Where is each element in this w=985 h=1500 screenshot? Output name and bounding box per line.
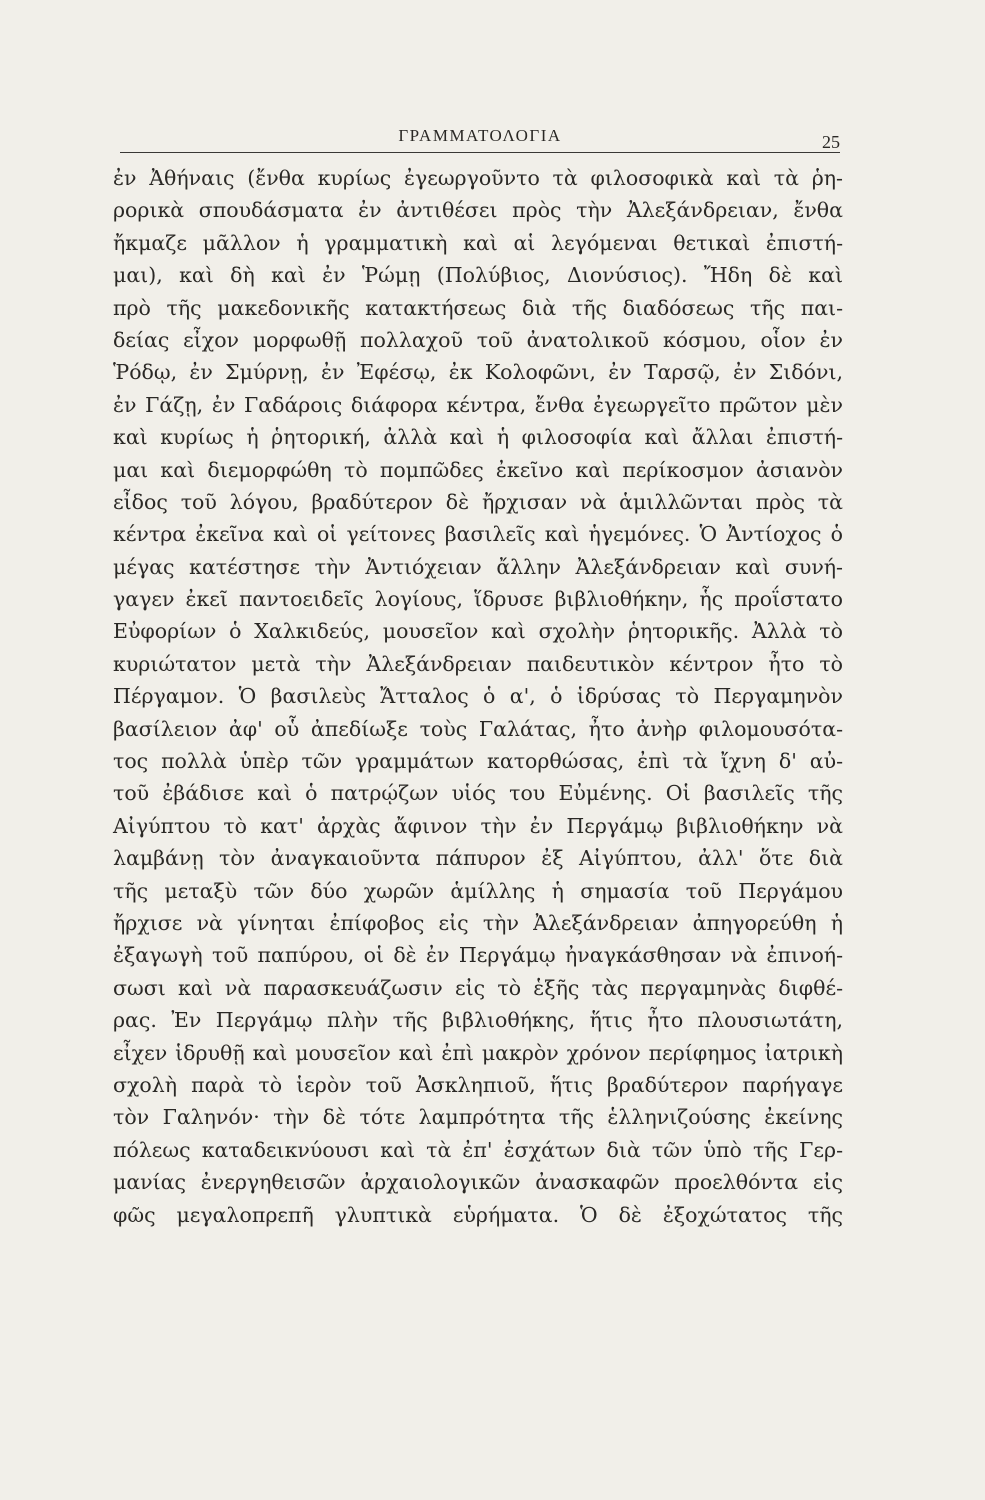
text-line: Ῥόδῳ, ἐν Σμύρνῃ, ἐν Ἐφέσῳ, ἐκ Κολοφῶνι, ἐν Ταρσῷ, ἐν Σιδόνι, [113,360,843,385]
text-line: κυριώτατον μετὰ τὴν Ἀλεξάνδρειαν παιδευτικὸν κέντρον ἦτο τὸ [113,651,843,676]
text-line: πόλεως καταδεικνύουσι καὶ τὰ ἐπ' ἐσχάτων διὰ τῶν ὑπὸ τῆς Γερ- [113,1137,843,1162]
text-line: ρας. Ἐν Περγάμῳ πλὴν τῆς βιβλιοθήκης, ἥτις ἦτο πλουσιωτάτη, [113,1008,843,1033]
text-line: μέγας κατέστησε τὴν Ἀντιόχειαν ἄλλην Ἀλεξάνδρειαν καὶ συνή- [113,554,843,579]
text-line: μαι καὶ διεμορφώθη τὸ πομπῶδες ἐκεῖνο καὶ περίκοσμον ἀσιανὸν [113,457,843,482]
text-line: ἤρχισε νὰ γίνηται ἐπίφοβος εἰς τὴν Ἀλεξάνδρειαν ἀπηγορεύθη ἡ [113,910,843,935]
text-line: ἐν Ἀθήναις (ἔνθα κυρίως ἐγεωργοῦντο τὰ φιλοσοφικὰ καὶ τὰ ῥη- [113,166,843,190]
text-line: ἐν Γάζῃ, ἐν Γαδάροις διάφορα κέντρα, ἔνθα ἐγεωργεῖτο πρῶτον μὲν [113,392,843,417]
text-line: καὶ κυρίως ἡ ῥητορική, ἀλλὰ καὶ ἡ φιλοσοφία καὶ ἄλλαι ἐπιστή- [113,425,843,450]
text-line: βασίλειον ἀφ' οὗ ἀπεδίωξε τοὺς Γαλάτας, ἦτο ἀνὴρ φιλομουσότα- [113,716,843,741]
text-line: Εὐφορίων ὁ Χαλκιδεύς, μουσεῖον καὶ σχολὴν ῥητορικῆς. Ἀλλὰ τὸ [113,619,843,644]
text-line: σχολὴ παρὰ τὸ ἱερὸν τοῦ Ἀσκληπιοῦ, ἥτις βραδύτερον παρήγαγε [113,1072,843,1097]
text-line: Πέργαμον. Ὁ βασιλεὺς Ἄτταλος ὁ α', ὁ ἱδρύσας τὸ Περγαμηνὸν [113,684,843,709]
text-line: ρορικὰ σπουδάσματα ἐν ἀντιθέσει πρὸς τὴν Ἀλεξάνδρειαν, ἔνθα [113,198,843,223]
text-line: πρὸ τῆς μακεδονικῆς κατακτήσεως διὰ τῆς διαδόσεως τῆς παι- [113,295,843,320]
text-line: τῆς μεταξὺ τῶν δύο χωρῶν ἁμίλλης ἡ σημασία τοῦ Περγάμου [113,878,843,903]
text-line: μανίας ἐνεργηθεισῶν ἀρχαιολογικῶν ἀνασκαφῶν προελθόντα εἰς [113,1170,843,1195]
text-line: ἤκμαζε μᾶλλον ἡ γραμματικὴ καὶ αἱ λεγόμεναι θετικαὶ ἐπιστή- [113,230,843,255]
text-line: μαι), καὶ δὴ καὶ ἐν Ῥώμῃ (Πολύβιος, Διονύσιος). Ἤδη δὲ καὶ [113,263,843,288]
text-line: κέντρα ἐκεῖνα καὶ οἱ γείτονες βασιλεῖς καὶ ἡγεμόνες. Ὁ Ἀντίοχος ὁ [113,522,843,547]
text-line: τὸν Γαληνόν· τὴν δὲ τότε λαμπρότητα τῆς ἑλληνιζούσης ἐκείνης [113,1105,843,1130]
page-number: 25 [822,132,840,152]
text-line: εἶδος τοῦ λόγου, βραδύτερον δὲ ἤρχισαν νὰ ἁμιλλῶνται πρὸς τὰ [113,489,843,514]
text-line: τοῦ ἐβάδισε καὶ ὁ πατρῴζων υἱός του Εὐμένης. Οἱ βασιλεῖς τῆς [113,781,843,806]
text-line: Αἰγύπτου τὸ κατ' ἀρχὰς ἄφινον τὴν ἐν Περγάμῳ βιβλιοθήκην νὰ [113,813,843,838]
text-line: εἶχεν ἱδρυθῇ καὶ μουσεῖον καὶ ἐπὶ μακρὸν χρόνον περίφημος ἰατρικὴ [113,1040,843,1065]
page-header [120,120,840,156]
text-line: δείας εἶχον μορφωθῇ πολλαχοῦ τοῦ ἀνατολικοῦ κόσμου, οἷον ἐν [113,327,843,352]
text-line: λαμβάνῃ τὸν ἀναγκαιοῦντα πάπυρον ἐξ Αἰγύπτου, ἀλλ' ὅτε διὰ [113,846,843,871]
body-text [113,162,843,1231]
text-line: φῶς μεγαλοπρεπῆ γλυπτικὰ εὑρήματα. Ὁ δὲ ἐξοχώτατος τῆς [113,1202,843,1227]
text-line: γαγεν ἐκεῖ παντοειδεῖς λογίους, ἵδρυσε βιβλιοθήκην, ἧς προΐστατο [113,587,843,612]
text-line: ἐξαγωγὴ τοῦ παπύρου, οἱ δὲ ἐν Περγάμῳ ἠναγκάσθησαν νὰ ἐπινοή- [113,943,843,968]
running-title: ΓΡΑΜΜΑΤΟΛΟΓΙΑ [398,126,562,145]
text-line: σωσι καὶ νὰ παρασκευάζωσιν εἰς τὸ ἑξῆς τὰς περγαμηνὰς διφθέ- [113,975,843,1000]
text-line: τος πολλὰ ὑπὲρ τῶν γραμμάτων κατορθώσας, ἐπὶ τὰ ἴχνη δ' αὐ- [113,749,843,774]
header-rule [120,152,840,153]
